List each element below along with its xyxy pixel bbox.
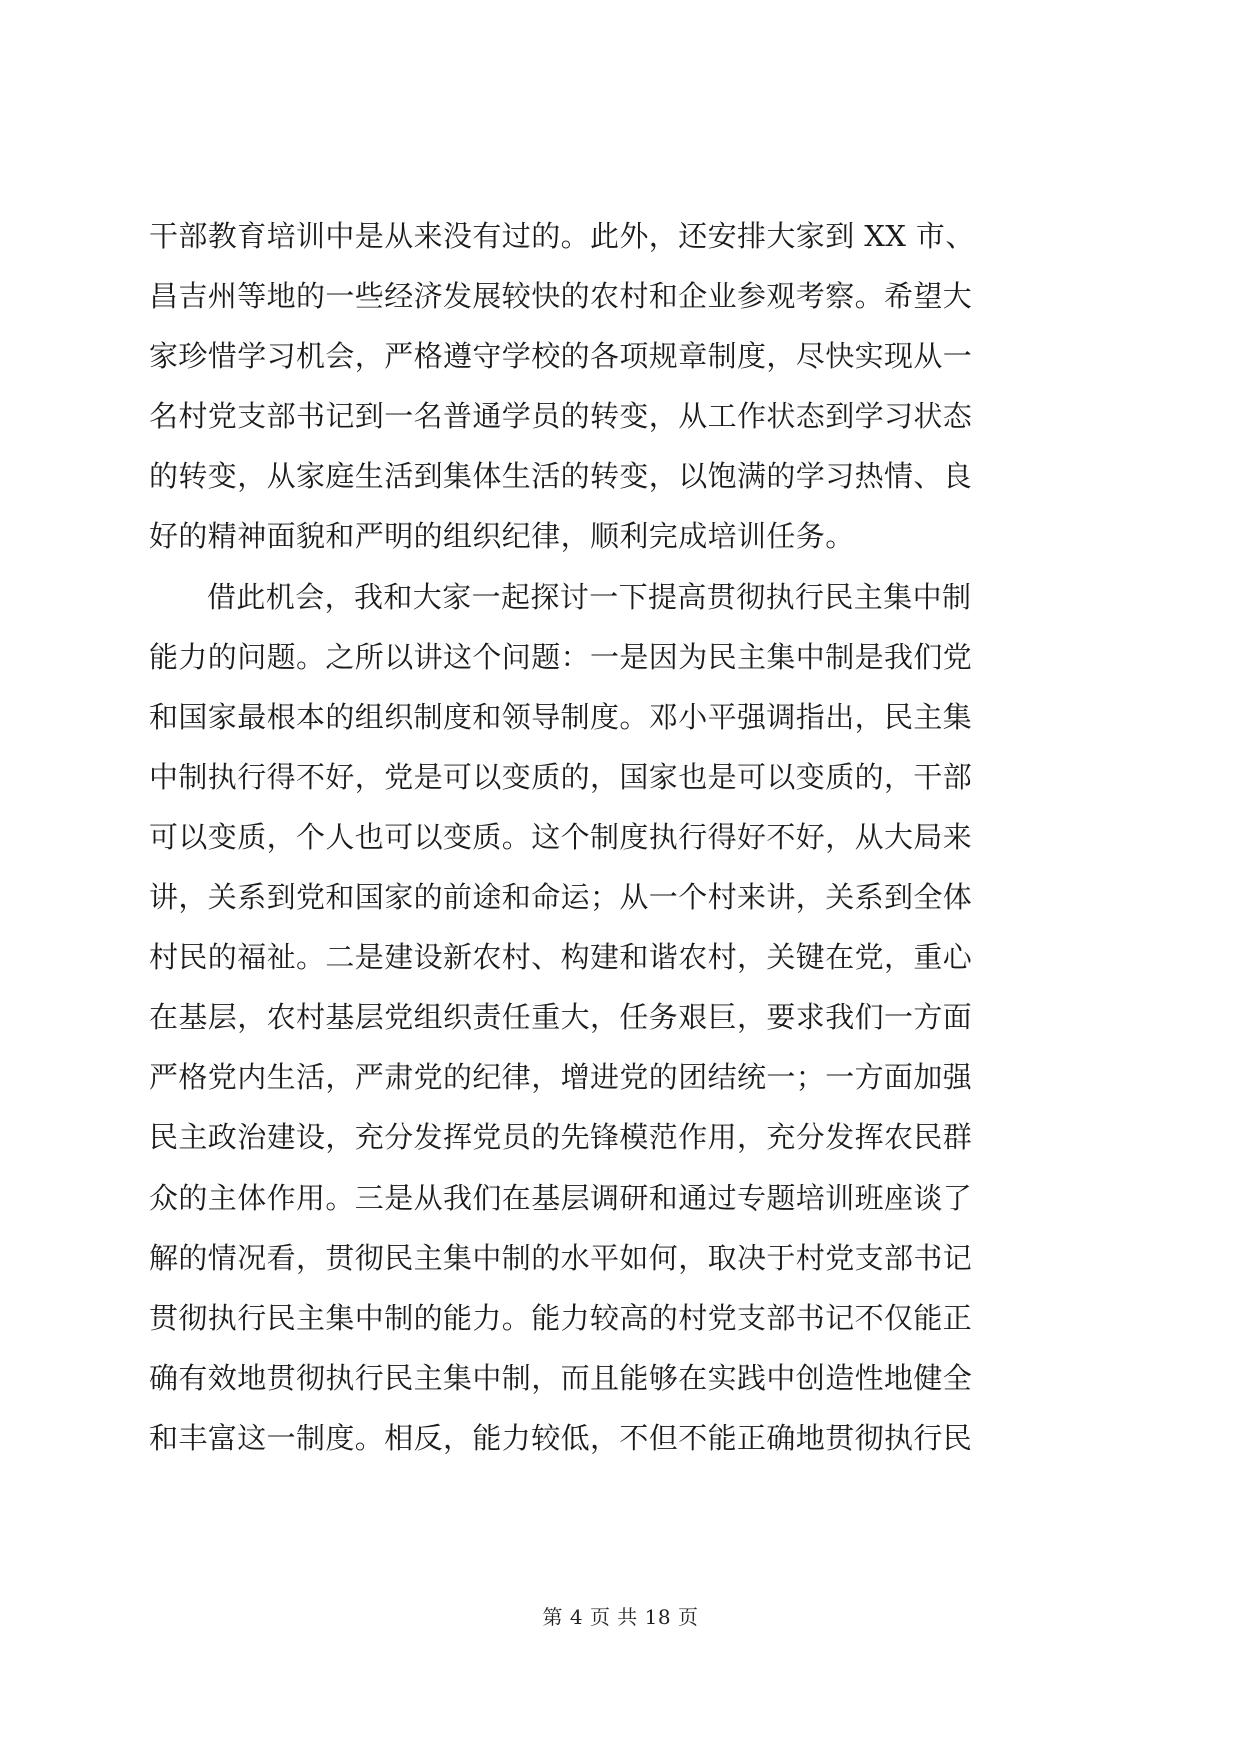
text-line: 昌吉州等地的一些经济发展较快的农村和企业参观考察。希望大 xyxy=(149,279,973,314)
paragraph-1 xyxy=(149,206,1089,567)
text-line: 在基层，农村基层党组织责任重大，任务艰巨，要求我们一方面 xyxy=(149,1000,973,1035)
text-line: 干部教育培训中是从来没有过的。此外，还安排大家到 XX 市、 xyxy=(149,219,975,253)
page-number-footer: 第 4 页 共 18 页 xyxy=(542,1605,699,1629)
paragraph-2 xyxy=(149,567,1089,1468)
text-line: 众的主体作用。三是从我们在基层调研和通过专题培训班座谈了 xyxy=(149,1180,973,1215)
text-line: 确有效地贯彻执行民主集中制，而且能够在实践中创造性地健全 xyxy=(149,1360,973,1395)
text-line: 家珍惜学习机会，严格遵守学校的各项规章制度，尽快实现从一 xyxy=(149,339,973,374)
text-line: 解的情况看，贯彻民主集中制的水平如何，取决于村党支部书记 xyxy=(149,1240,973,1275)
text-line: 民主政治建设，充分发挥党员的先锋模范作用，充分发挥农民群 xyxy=(149,1120,973,1155)
body-text xyxy=(149,206,1089,1468)
text-line: 讲，关系到党和国家的前途和命运；从一个村来讲，关系到全体 xyxy=(149,880,973,915)
text-line: 的转变，从家庭生活到集体生活的转变，以饱满的学习热情、良 xyxy=(149,459,973,494)
text-line: 和丰富这一制度。相反，能力较低，不但不能正确地贯彻执行民 xyxy=(149,1420,973,1455)
text-line: 村民的福祉。二是建设新农村、构建和谐农村，关键在党，重心 xyxy=(149,940,973,975)
text-line: 中制执行得不好，党是可以变质的，国家也是可以变质的，干部 xyxy=(149,759,973,794)
text-line: 贯彻执行民主集中制的能力。能力较高的村党支部书记不仅能正 xyxy=(149,1300,973,1335)
text-line: 借此机会，我和大家一起探讨一下提高贯彻执行民主集中制 xyxy=(207,579,972,614)
text-line: 和国家最根本的组织制度和领导制度。邓小平强调指出，民主集 xyxy=(149,699,973,734)
text-line: 好的精神面貌和严明的组织纪律，顺利完成培训任务。 xyxy=(149,519,855,554)
text-line: 名村党支部书记到一名普通学员的转变，从工作状态到学习状态 xyxy=(149,399,973,434)
text-line: 严格党内生活，严肃党的纪律，增进党的团结统一；一方面加强 xyxy=(149,1060,973,1095)
text-line: 能力的问题。之所以讲这个问题：一是因为民主集中制是我们党 xyxy=(149,639,973,674)
text-line: 可以变质，个人也可以变质。这个制度执行得好不好，从大局来 xyxy=(149,819,973,854)
